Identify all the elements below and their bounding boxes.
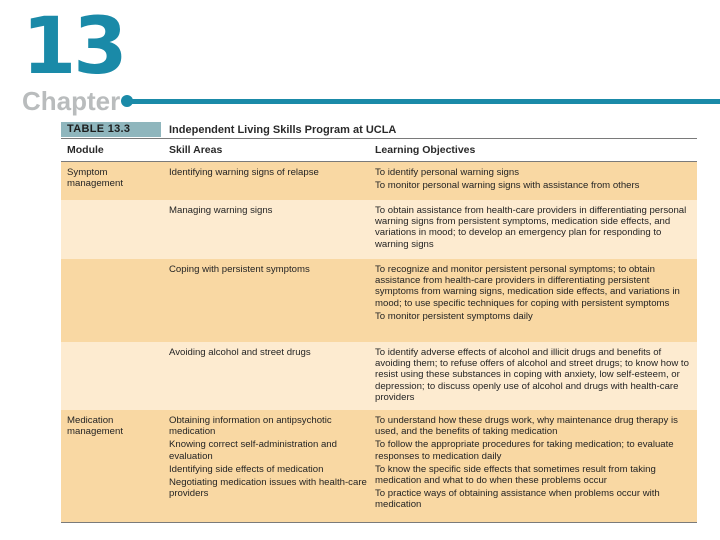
objectives-cell <box>371 259 697 342</box>
table-row <box>61 200 697 259</box>
module-cell: Medication management <box>67 415 123 438</box>
table-row <box>61 342 697 410</box>
objective-text: To know the specific side effects that sometimes result from taking medication and what to do when these problems occur <box>375 463 656 487</box>
module-cell <box>61 200 165 259</box>
objective-text: To identify personal warning signs <box>375 167 519 178</box>
skill-cell: Identifying warning signs of relapse <box>169 167 319 178</box>
objectives-cell <box>371 342 697 410</box>
module-cell <box>61 259 165 342</box>
skill-item: Identifying side effects of medication <box>169 463 324 475</box>
skills-table <box>61 122 697 523</box>
objective-text: To obtain assistance from health-care providers in differentiating personal warning signs from persistent symptoms, medication side effects, and variations in mood; to develop an emergency plan for responding to warning signs <box>375 205 687 250</box>
skill-cell <box>165 410 371 522</box>
table-title: Independent Living Skills Program at UCLA <box>169 124 397 136</box>
skill-item: Obtaining information on antipsychotic medication <box>169 415 332 438</box>
module-cell <box>61 342 165 410</box>
table-column-headers <box>61 139 697 162</box>
skill-cell: Avoiding alcohol and street drugs <box>169 347 311 358</box>
table-label: TABLE 13.3 <box>61 122 161 137</box>
skill-cell: Coping with persistent symptoms <box>169 264 310 275</box>
objective-text: To monitor persistent symptoms daily <box>375 310 533 322</box>
objectives-cell <box>371 200 697 259</box>
table-caption <box>61 122 697 139</box>
skill-item: Knowing correct self-administration and evaluation <box>169 439 337 462</box>
module-cell: Symptom management <box>67 167 123 190</box>
chapter-rule <box>128 99 720 104</box>
column-header-learning-objectives: Learning Objectives <box>375 144 476 156</box>
table-row <box>61 259 697 342</box>
table-row <box>61 162 697 200</box>
objective-text: To understand how these drugs work, why maintenance drug therapy is used, and the benefits of taking medication <box>375 415 678 438</box>
chapter-number: 13 <box>22 2 125 92</box>
objectives-cell <box>371 162 697 200</box>
objectives-cell <box>371 410 697 522</box>
objective-text: To practice ways of obtaining assistance when problems occur with medication <box>375 488 660 511</box>
objective-text: To recognize and monitor persistent personal symptoms; to obtain assistance from health-care providers in differentiating persistent symptoms from warning signs, medication side effects, and variations in mood; to use specific techniques for coping with persistent symptoms <box>375 264 680 309</box>
column-header-skill-areas: Skill Areas <box>169 144 223 156</box>
objective-text: To monitor personal warning signs with assistance from others <box>375 180 640 192</box>
column-header-module: Module <box>67 144 104 156</box>
skill-item: Negotiating medication issues with health-care providers <box>169 477 367 500</box>
objective-text: To identify adverse effects of alcohol and illicit drugs and benefits of avoiding them; to refuse offers of alcohol and street drugs; to know how to resist using these substances in coping with anxiety, low self-esteem, or depression; to discuss openly use of alcohol and drugs with health-care providers <box>375 347 689 403</box>
objective-text: To follow the appropriate procedures for taking medication; to evaluate responses to medication daily <box>375 439 674 462</box>
chapter-word: Chapter <box>22 86 121 116</box>
skill-cell: Managing warning signs <box>169 205 273 216</box>
table-row <box>61 410 697 523</box>
